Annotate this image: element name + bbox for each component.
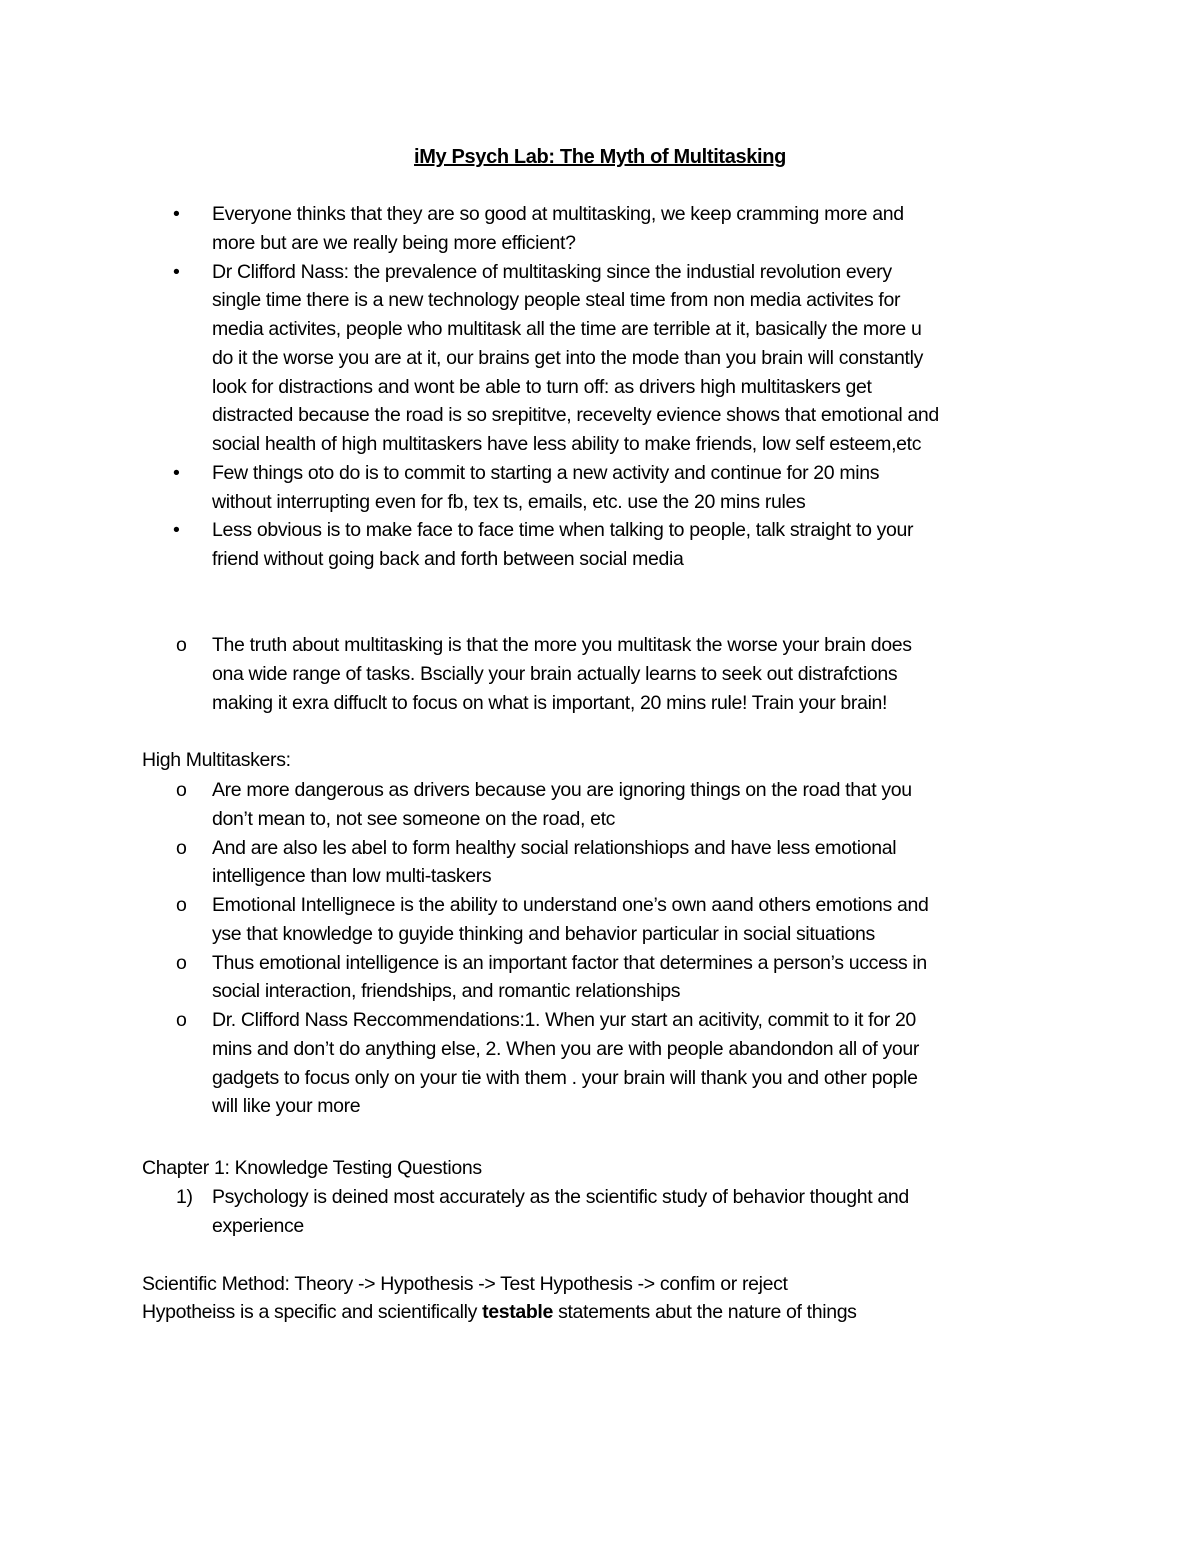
list-item-line: Are more dangerous as drivers because you are ignoring things on the road that you (212, 779, 912, 801)
circle-bullet-icon: o (176, 779, 187, 801)
list-item-line: Dr Clifford Nass: the prevalence of multitasking since the industial revolution every (212, 260, 892, 283)
list-item-line: making it exra diffuclt to focus on what is important, 20 mins rule! Train your brain! (212, 691, 888, 714)
list-item-line: Everyone thinks that they are so good at multitasking, we keep cramming more and (212, 203, 904, 225)
bullet-icon: • (173, 203, 180, 225)
list-item-line: media activites, people who multitask all the time are terrible at it, basically the more u (212, 318, 922, 340)
bullet-icon: • (173, 260, 180, 283)
high-multitaskers-heading: High Multitaskers: (142, 749, 291, 771)
circle-bullet-icon: o (176, 1009, 187, 1031)
list-item-line: do it the worse you are at it, our brains get into the mode than you brain will constantly (212, 346, 923, 369)
list-item-line: distracted because the road is so srepititve, recevelty evience shows that emotional and (212, 404, 939, 427)
list-item-line: And are also les abel to form healthy social relationshiops and have less emotional (212, 836, 897, 859)
hypothesis-bold-word: testable (482, 1301, 553, 1323)
list-item-line: without interrupting even for fb, tex ts, emails, etc. use the 20 mins rules (212, 490, 806, 513)
list-item-line: The truth about multitasking is that the more you multitask the worse your brain does (212, 634, 912, 656)
list-item-line: Few things oto do is to commit to starting a new activity and continue for 20 mins (212, 461, 880, 484)
list-item-line: yse that knowledge to guyide thinking and behavior particular in social situations (212, 922, 875, 945)
hypothesis-line (142, 1298, 857, 1327)
list-item-line: Less obvious is to make face to face time when talking to people, talk straight to your (212, 519, 914, 542)
hypothesis-text-before: Hypotheiss is a specific and scientifically (142, 1301, 483, 1323)
list-item-line: Dr. Clifford Nass Reccommendations:1. When yur start an acitivity, commit to it for 20 (212, 1009, 916, 1031)
circle-bullet-icon: o (176, 836, 187, 859)
list-item-line: more but are we really being more efficient? (212, 231, 576, 254)
list-item-line: don’t mean to, not see someone on the road, etc (212, 807, 616, 830)
list-item-line: mins and don’t do anything else, 2. When you are with people abandondon all of your (212, 1037, 920, 1060)
bullet-icon: • (173, 519, 180, 542)
list-item-line: Thus emotional intelligence is an important factor that determines a person’s uccess in (212, 951, 927, 974)
list-item-line: social health of high multitaskers have less ability to make friends, low self esteem,etc (212, 433, 922, 455)
list-item-line: Psychology is deined most accurately as the scientific study of behavior thought and (212, 1186, 909, 1208)
hypothesis-text-after: statements abut the nature of things (553, 1301, 857, 1323)
chapter-heading: Chapter 1: Knowledge Testing Questions (142, 1157, 482, 1179)
list-item-line: will like your more (212, 1095, 361, 1118)
list-item-line: single time there is a new technology people steal time from non media activites for (212, 289, 901, 312)
list-item-line: experience (212, 1214, 304, 1237)
list-item-line: friend without going back and forth between social media (212, 548, 684, 570)
bullet-icon: • (173, 461, 180, 484)
document-title: iMy Psych Lab: The Myth of Multitasking (414, 146, 786, 168)
scientific-method-line: Scientific Method: Theory -> Hypothesis -> Test Hypothesis -> confim or reject (142, 1273, 788, 1295)
circle-bullet-icon: o (176, 634, 187, 656)
list-item-line: social interaction, friendships, and romantic relationships (212, 980, 681, 1003)
list-item-line: ona wide range of tasks. Bscially your brain actually learns to seek out distrafctions (212, 662, 898, 685)
circle-bullet-icon: o (176, 894, 187, 916)
circle-bullet-icon: o (176, 951, 187, 974)
list-item-line: gadgets to focus only on your tie with them . your brain will thank you and other pople (212, 1066, 918, 1089)
list-item-line: Emotional Intellignece is the ability to understand one’s own aand others emotions and (212, 894, 929, 916)
list-item-line: look for distractions and wont be able to turn off: as drivers high multitaskers get (212, 375, 872, 398)
list-item-line: intelligence than low multi-taskers (212, 865, 492, 888)
list-number: 1) (176, 1186, 193, 1208)
